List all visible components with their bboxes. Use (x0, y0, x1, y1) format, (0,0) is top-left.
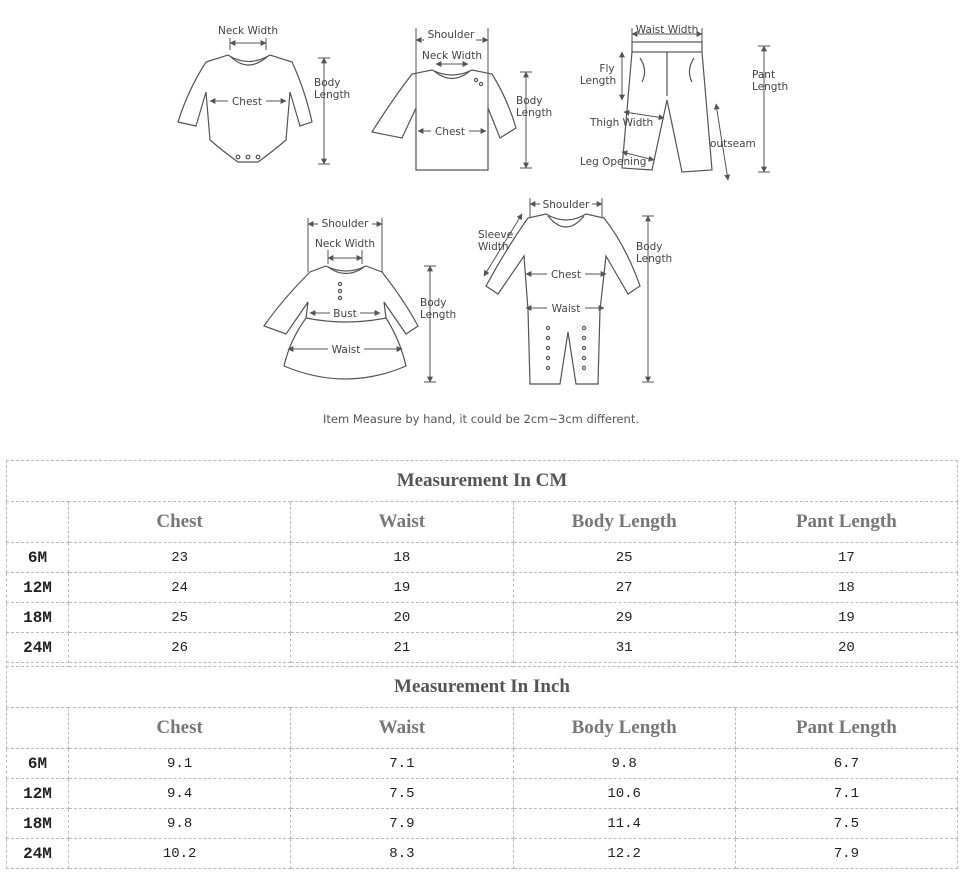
pant-length-value: 7.1 (735, 779, 957, 809)
chest-value: 9.4 (69, 779, 291, 809)
size-label: 12M (7, 573, 69, 603)
table-row (7, 633, 958, 663)
pant-length-value: 17 (735, 543, 957, 573)
chest-value: 24 (69, 573, 291, 603)
cm-header-waist: Waist (291, 502, 513, 543)
body-length-value: 12.2 (513, 839, 735, 869)
romper-chest-label: Chest (550, 269, 582, 281)
size-label: 24M (7, 633, 69, 663)
inch-header-body-length: Body Length (513, 708, 735, 749)
romper-shoulder-label: Shoulder (542, 199, 590, 211)
body-length-value: 10.6 (513, 779, 735, 809)
body-length-value: 29 (513, 603, 735, 633)
bodysuit-body-length-label-2: Length (314, 89, 351, 101)
dress-bust-label: Bust (333, 308, 357, 320)
top-body-length-label-1: Body (516, 95, 543, 107)
dress-body-length-label-2: Length (420, 309, 457, 321)
top-body-length-label-2: Length (516, 107, 553, 119)
table-row (7, 543, 958, 573)
pants-leg-opening-label: Leg Opening (580, 156, 647, 168)
body-length-value: 9.8 (513, 749, 735, 779)
romper-sleeve-width-label-1: Sleeve (478, 229, 514, 241)
pant-length-value: 7.5 (735, 809, 957, 839)
romper-body-length-label-1: Body (636, 241, 663, 253)
size-label: 24M (7, 839, 69, 869)
pants-pant-length-label-1: Pant (752, 69, 776, 81)
body-length-value: 27 (513, 573, 735, 603)
pants-waist-width-label: Waist Width (635, 24, 699, 36)
waist-value: 21 (291, 633, 513, 663)
chest-value: 25 (69, 603, 291, 633)
table-row (7, 839, 958, 869)
pant-length-value: 18 (735, 573, 957, 603)
dress-waist-label: Waist (331, 344, 361, 356)
dress-neck-width-label: Neck Width (314, 238, 376, 250)
chest-value: 10.2 (69, 839, 291, 869)
pant-length-value: 19 (735, 603, 957, 633)
measurement-cm-table (6, 460, 958, 663)
table-row (7, 749, 958, 779)
body-length-value: 31 (513, 633, 735, 663)
waist-value: 7.1 (291, 749, 513, 779)
top-shoulder-label: Shoulder (427, 29, 475, 41)
pants-diagram (580, 24, 788, 180)
chest-value: 23 (69, 543, 291, 573)
dress-diagram (264, 217, 456, 382)
waist-value: 20 (291, 603, 513, 633)
body-length-value: 25 (513, 543, 735, 573)
romper-sleeve-width-label-2: Width (478, 241, 509, 253)
pants-thigh-width-label: Thigh Width (590, 117, 654, 129)
measurement-inch-table (6, 666, 958, 869)
inch-header-waist: Waist (291, 708, 513, 749)
waist-value: 19 (291, 573, 513, 603)
pants-pant-length-label-2: Length (752, 81, 789, 93)
top-neck-width-label: Neck Width (421, 50, 483, 62)
romper-waist-label: Waist (551, 303, 581, 315)
inch-header-corner (7, 708, 69, 749)
size-label: 6M (7, 749, 69, 779)
top-diagram (372, 28, 552, 170)
pants-fly-length-label-1: Fly (599, 63, 615, 75)
inch-table-title: Measurement In Inch (7, 667, 958, 708)
cm-table-header-row (7, 502, 958, 543)
waist-value: 8.3 (291, 839, 513, 869)
bodysuit-diagram (178, 25, 350, 164)
inch-table-header-row (7, 708, 958, 749)
table-row (7, 573, 958, 603)
pants-outseam-label: outseam (710, 138, 756, 150)
pant-length-value: 7.9 (735, 839, 957, 869)
romper-diagram (478, 197, 672, 384)
size-label: 18M (7, 603, 69, 633)
cm-header-body-length: Body Length (513, 502, 735, 543)
romper-body-length-label-2: Length (636, 253, 673, 265)
size-label: 18M (7, 809, 69, 839)
bodysuit-body-length-label-1: Body (314, 77, 341, 89)
waist-value: 18 (291, 543, 513, 573)
bodysuit-chest-label: Chest (231, 96, 263, 108)
inch-header-chest: Chest (69, 708, 291, 749)
pant-length-value: 20 (735, 633, 957, 663)
cm-header-corner (7, 502, 69, 543)
waist-value: 7.5 (291, 779, 513, 809)
body-length-value: 11.4 (513, 809, 735, 839)
bodysuit-neck-width-label: Neck Width (217, 25, 279, 37)
chest-value: 9.1 (69, 749, 291, 779)
inch-header-pant-length: Pant Length (735, 708, 957, 749)
pants-fly-length-label-2: Length (579, 75, 617, 87)
top-chest-label: Chest (434, 126, 466, 138)
table-row (7, 779, 958, 809)
cm-header-pant-length: Pant Length (735, 502, 957, 543)
measurement-note: Item Measure by hand, it could be 2cm~3cm different. (322, 412, 640, 426)
chest-value: 26 (69, 633, 291, 663)
table-row (7, 603, 958, 633)
size-label: 6M (7, 543, 69, 573)
table-row (7, 809, 958, 839)
cm-table-title: Measurement In CM (7, 461, 958, 502)
dress-body-length-label-1: Body (420, 297, 447, 309)
size-label: 12M (7, 779, 69, 809)
pant-length-value: 6.7 (735, 749, 957, 779)
chest-value: 9.8 (69, 809, 291, 839)
waist-value: 7.9 (291, 809, 513, 839)
cm-header-chest: Chest (69, 502, 291, 543)
dress-shoulder-label: Shoulder (321, 218, 369, 230)
